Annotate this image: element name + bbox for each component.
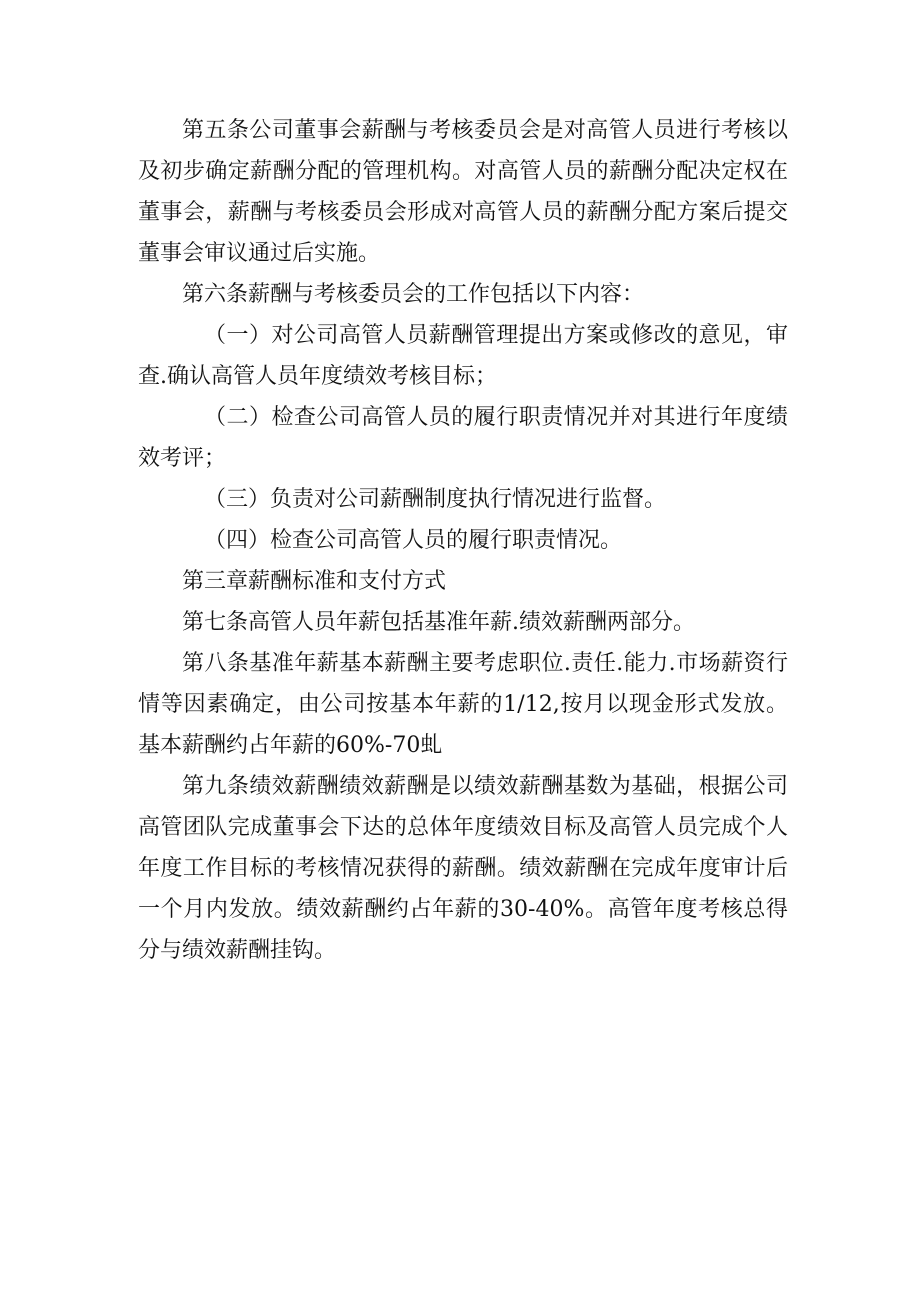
chapter-heading: 第三章薪酬标准和支付方式 (182, 569, 447, 594)
paragraph-article-5: 第五条公司董事会薪酬与考核委员会是对高管人员进行考核以及初步确定薪酬分配的管理机构。对高管人员的薪酬分配决定权在董事会，薪酬与考核委员会形成对高管人员的薪酬分配方案后提交董事会审议通过后实施。 (138, 118, 788, 266)
paragraph-article-7: 第七条高管人员年薪包括基准年薪.绩效薪酬两部分。 (182, 610, 695, 635)
paragraph-article-6: 第六条薪酬与考核委员会的工作包括以下内容： (182, 282, 645, 307)
paragraph-item-4: （四）检查公司高管人员的履行职责情况。 (204, 528, 623, 553)
paragraph-article-8: 第八条基准年薪基本薪酬主要考虑职位.责任.能力.市场薪资行情等因素确定，由公司按基本年薪的1/12,按月以现金形式发放。基本薪酬约占年薪的60%-70虬 (138, 651, 788, 758)
paragraph-article-9: 第九条绩效薪酬绩效薪酬是以绩效薪酬基数为基础，根据公司高管团队完成董事会下达的总体年度绩效目标及高管人员完成个人年度工作目标的考核情况获得的薪酬。绩效薪酬在完成年度审计后一个月内发放。绩效薪酬约占年薪的30-40%。高管年度考核总得分与绩效薪酬挂钩。 (138, 774, 788, 963)
paragraph-item-2: （二）检查公司高管人员的履行职责情况并对其进行年度绩效考评； (138, 405, 788, 471)
document-body (138, 110, 788, 971)
paragraph-item-3: （三）负责对公司薪酬制度执行情况进行监督。 (204, 487, 667, 512)
paragraph-item-1: （一）对公司高管人员薪酬管理提出方案或修改的意见，审查.确认高管人员年度绩效考核目标； (138, 323, 788, 389)
